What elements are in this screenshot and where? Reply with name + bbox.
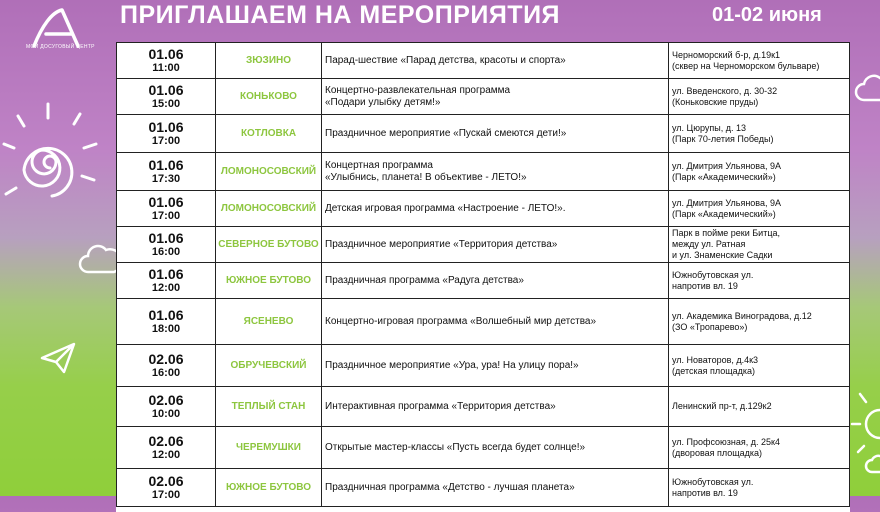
event-title: Праздничное мероприятие «Пускай смеются дети!» [322,115,669,153]
event-title: Интерактивная программа «Территория детства» [322,387,669,427]
event-datetime [117,469,216,507]
event-address: Южнобутовская ул. напротив вл. 19 [669,469,850,507]
event-title: Концертно-развлекательная программа «Подари улыбку детям!» [322,79,669,115]
event-title: Праздничное мероприятие «Ура, ура! На улицу пора!» [322,345,669,387]
page-title: ПРИГЛАШАЕМ НА МЕРОПРИЯТИЯ [120,1,561,29]
cloud-right-icon [850,60,880,124]
event-address: ул. Дмитрия Ульянова, 9А (Парк «Академический») [669,191,850,227]
events-table [116,42,850,512]
event-datetime [117,43,216,79]
event-date: 01.06 [148,306,184,323]
table-row [117,427,850,469]
event-district: ОБРУЧЕВСКИЙ [216,345,322,387]
event-datetime [117,387,216,427]
event-title: Парад-шествие «Парад детства, красоты и спорта» [322,43,669,79]
table-row [117,43,850,79]
event-district: ЧЕРЕМУШКИ [216,427,322,469]
event-time: 16:00 [151,366,181,379]
event-date: 02.06 [148,350,184,367]
event-date: 02.06 [148,432,184,449]
event-title: Праздничная программа «Детство - лучшая планета» [322,469,669,507]
table-row [117,227,850,263]
event-date: 01.06 [148,118,184,135]
table-row [117,191,850,227]
event-date: 01.06 [148,265,184,282]
event-time: 10:00 [151,407,181,420]
event-title: Концертно-игровая программа «Волшебный мир детства» [322,299,669,345]
logo-caption: МОЙ ДОСУГОВЫЙ ЦЕНТР [26,44,95,50]
table-row [117,79,850,115]
event-district: ЮЖНОЕ БУТОВО [216,469,322,507]
sun-right-icon [850,380,880,490]
table-row [117,263,850,299]
event-time: 17:00 [151,209,181,222]
event-district: СЕВЕРНОЕ БУТОВО [216,227,322,263]
event-date: 01.06 [148,81,184,98]
event-datetime [117,227,216,263]
event-time: 17:00 [151,488,181,501]
event-address: Черноморский б-р, д.19к1 (сквер на Черноморском бульваре) [669,43,850,79]
event-time: 18:00 [151,322,181,335]
event-address: Ленинский пр-т, д.129к2 [669,387,850,427]
event-time: 12:00 [151,281,181,294]
event-time: 11:00 [152,61,180,74]
sun-swirl-icon [0,88,115,218]
cloud-icon [78,232,118,280]
event-date: 01.06 [148,45,184,62]
event-date: 02.06 [148,391,184,408]
event-district: ЮЖНОЕ БУТОВО [216,263,322,299]
event-title: Детская игровая программа «Настроение - ЛЕТО!». [322,191,669,227]
event-date: 02.06 [148,472,184,489]
event-district: КОТЛОВКА [216,115,322,153]
table-row [117,115,850,153]
event-district: КОНЬКОВО [216,79,322,115]
table-row [117,153,850,191]
event-address: ул. Новаторов, д.4к3 (детская площадка) [669,345,850,387]
event-district: ЛОМОНОСОВСКИЙ [216,191,322,227]
event-title: Концертная программа «Улыбнись, планета! В объективе - ЛЕТО!» [322,153,669,191]
event-title: Праздничная программа «Радуга детства» [322,263,669,299]
table-row [117,469,850,507]
event-address: ул. Введенского, д. 30-32 (Коньковские пруды) [669,79,850,115]
event-time: 17:30 [151,172,181,185]
event-time: 17:00 [151,134,181,147]
event-address: ул. Дмитрия Ульянова, 9А (Парк «Академический») [669,153,850,191]
event-datetime [117,153,216,191]
event-district: ЗЮЗИНО [216,43,322,79]
paper-plane-icon [38,340,78,376]
event-title: Праздничное мероприятие «Территория детства» [322,227,669,263]
event-district: ТЕПЛЫЙ СТАН [216,387,322,427]
table-row [117,299,850,345]
event-time: 12:00 [151,448,181,461]
event-district: ЛОМОНОСОВСКИЙ [216,153,322,191]
event-time: 16:00 [151,245,181,258]
event-address: Южнобутовская ул. напротив вл. 19 [669,263,850,299]
event-address: ул. Профсоюзная, д. 25к4 (дворовая площадка) [669,427,850,469]
date-range: 01-02 июня [712,4,822,26]
event-datetime [117,191,216,227]
event-address: ул. Цюрупы, д. 13 (Парк 70-летия Победы) [669,115,850,153]
event-date: 01.06 [148,193,184,210]
event-date: 01.06 [148,156,184,173]
event-date: 01.06 [148,229,184,246]
event-datetime [117,427,216,469]
table-row [117,387,850,427]
event-address: Парк в пойме реки Битца, между ул. Ратная и ул. Знаменские Садки [669,227,850,263]
event-datetime [117,115,216,153]
table-row [117,345,850,387]
event-time: 15:00 [151,97,181,110]
event-title: Открытые мастер-классы «Пусть всегда будет солнце!» [322,427,669,469]
event-district: ЯСЕНЕВО [216,299,322,345]
event-datetime [117,263,216,299]
event-datetime [117,345,216,387]
event-datetime [117,299,216,345]
event-address: ул. Академика Виноградова, д.12 (ЗО «Тропарево») [669,299,850,345]
event-datetime [117,79,216,115]
